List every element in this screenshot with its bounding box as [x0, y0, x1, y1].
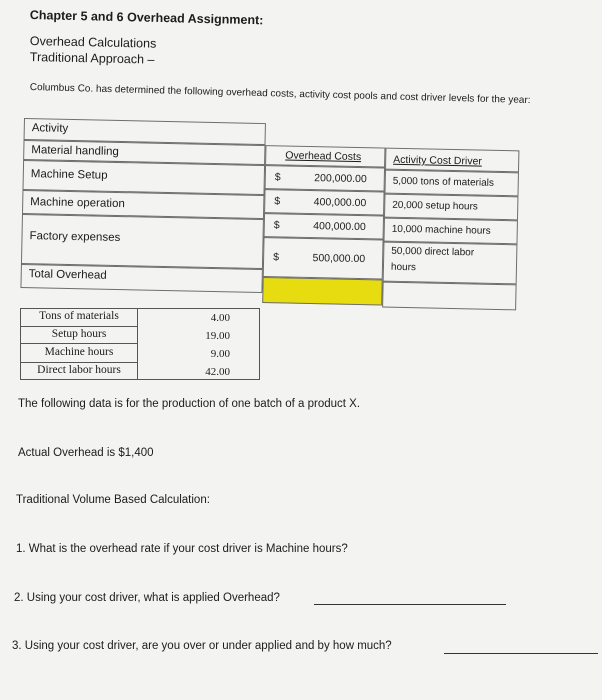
currency-symbol: $: [273, 251, 280, 264]
section-subtitle: Traditional Approach –: [29, 50, 155, 67]
batch-value: 42.00: [205, 366, 230, 378]
answer-blank-2[interactable]: [314, 604, 506, 605]
batch-row: [20, 308, 260, 326]
batch-row: [20, 362, 260, 380]
activity-label: Machine operation: [30, 196, 125, 211]
traditional-heading: Traditional Volume Based Calculation:: [16, 494, 210, 506]
driver-total-cell: [382, 282, 517, 311]
cost-value: 400,000.00: [313, 196, 367, 210]
answer-blank-3[interactable]: [444, 653, 598, 654]
batch-label: Direct labor hours: [37, 364, 121, 376]
driver-value: 20,000 setup hours: [392, 199, 478, 213]
total-overhead-answer-cell[interactable]: [262, 277, 383, 306]
question-3: 3. Using your cost driver, are you over or under applied and by how much?: [12, 640, 392, 652]
currency-symbol: $: [273, 219, 280, 232]
actual-overhead-text: Actual Overhead is $1,400: [18, 447, 154, 459]
driver-value-continued: hours: [390, 261, 417, 274]
batch-value: 4.00: [210, 312, 230, 324]
batch-row: [20, 326, 260, 344]
total-overhead-label: Total Overhead: [28, 268, 107, 282]
cost-value: 400,000.00: [313, 220, 366, 234]
batch-value: 19.00: [205, 330, 230, 342]
driver-value: 5,000 tons of materials: [392, 175, 495, 189]
cost-value: 200,000.00: [314, 172, 367, 186]
column-header-activity: Activity: [31, 122, 69, 135]
batch-label: Tons of materials: [39, 310, 119, 322]
driver-value: 50,000 direct labor: [391, 245, 475, 259]
question-1: 1. What is the overhead rate if your cost driver is Machine hours?: [16, 543, 348, 555]
batch-value: 9.00: [210, 348, 230, 360]
column-header-driver: Activity Cost Driver: [393, 153, 483, 168]
column-header-costs: Overhead Costs: [285, 149, 362, 164]
driver-value: 10,000 machine hours: [391, 223, 491, 237]
batch-data-table: [20, 308, 260, 380]
batch-label: Setup hours: [51, 328, 107, 340]
question-2: 2. Using your cost driver, what is applied Overhead?: [14, 592, 280, 604]
currency-symbol: $: [274, 171, 281, 184]
section-title: Overhead Calculations: [29, 34, 157, 51]
activity-label: Machine Setup: [30, 168, 108, 182]
cost-value: 500,000.00: [312, 252, 366, 266]
overhead-table: [20, 118, 522, 320]
intro-text: Columbus Co. has determined the following overhead costs, activity cost pools and cost driver levels for the year:: [29, 82, 531, 107]
activity-label: Material handling: [31, 144, 120, 158]
batch-row: [20, 344, 260, 362]
assignment-title: Chapter 5 and 6 Overhead Assignment:: [29, 8, 264, 28]
batch-description: The following data is for the production of one batch of a product X.: [18, 398, 361, 410]
currency-symbol: $: [274, 195, 281, 208]
batch-label: Machine hours: [44, 346, 114, 358]
activity-label: Factory expenses: [29, 230, 121, 245]
